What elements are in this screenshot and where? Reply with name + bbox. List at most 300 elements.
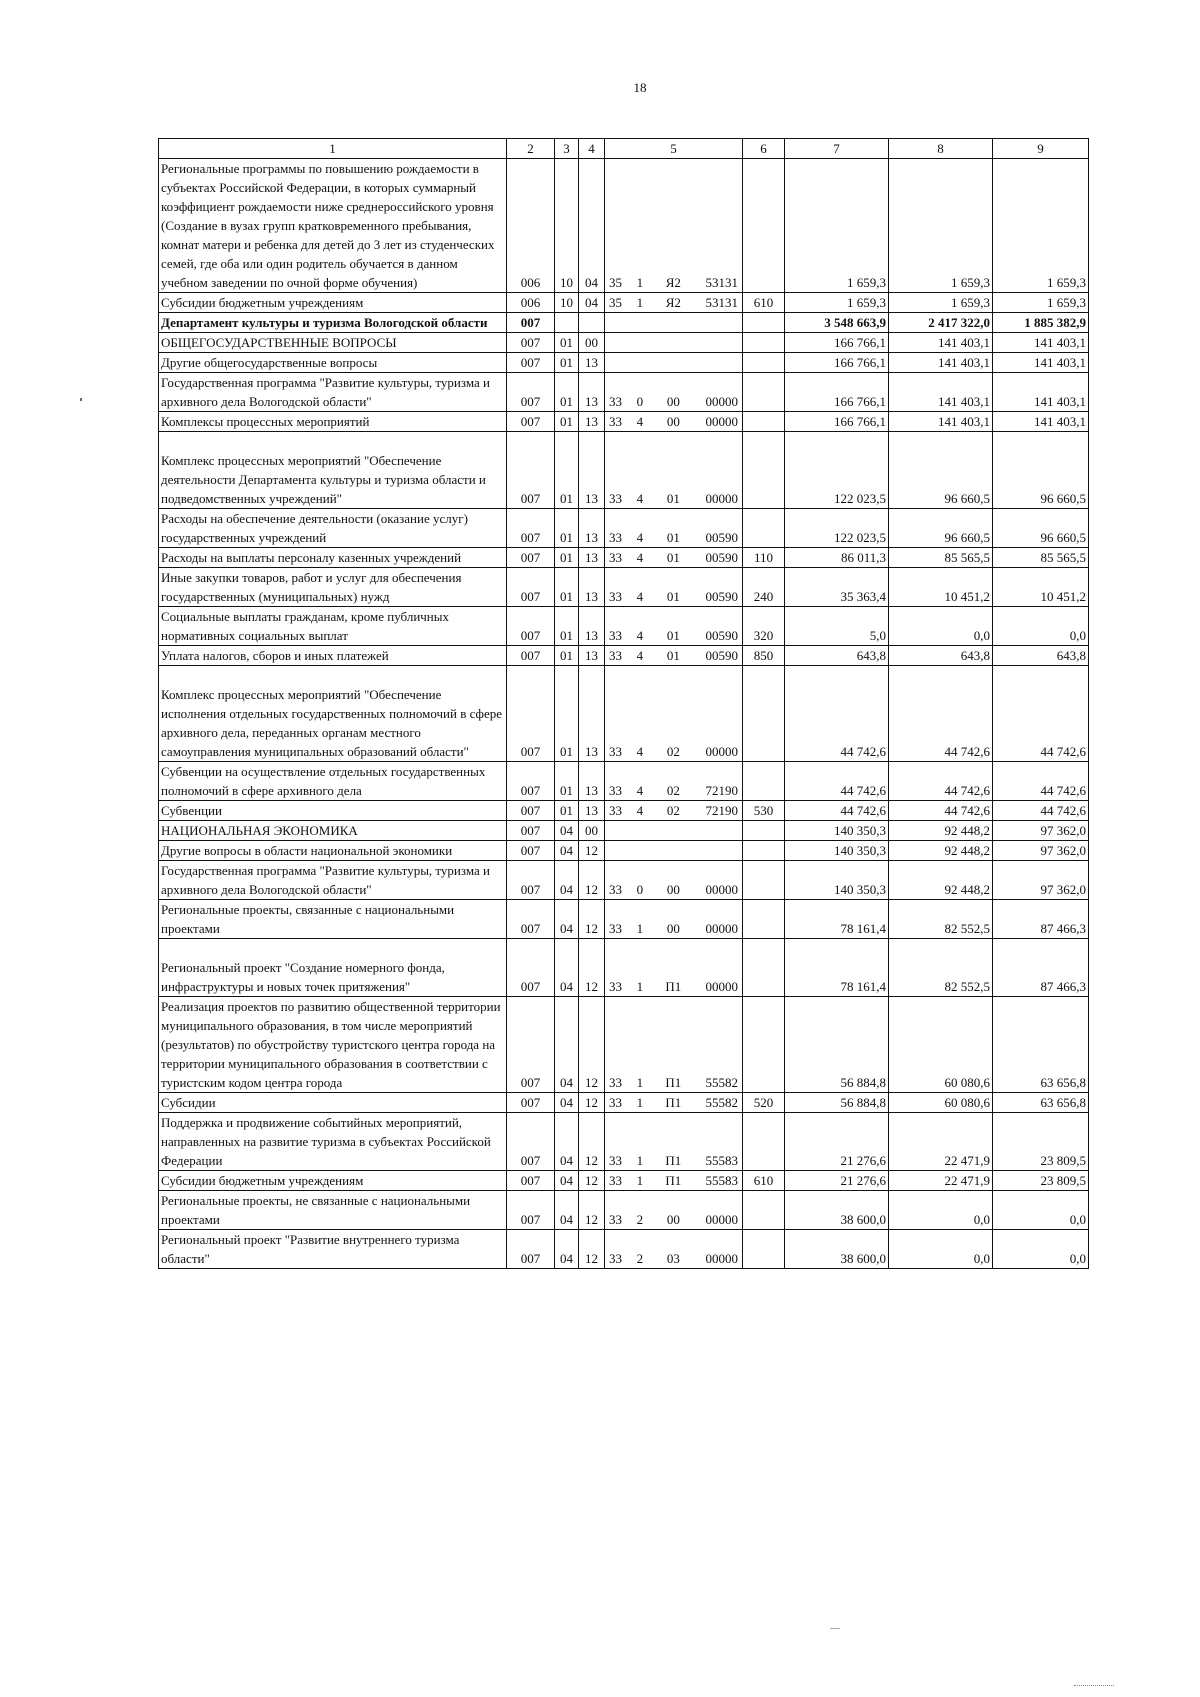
code-subsection: 13	[579, 607, 605, 646]
table-row	[159, 607, 1089, 646]
expense-type: 520	[743, 1093, 785, 1113]
code-ministry: 007	[507, 568, 555, 607]
code-section: 04	[555, 1230, 579, 1269]
expense-type	[743, 353, 785, 373]
amount-year-3: 44 742,6	[993, 666, 1089, 762]
target-article-cell	[605, 293, 743, 313]
target-article-cell	[605, 666, 743, 762]
target-article-part: 1	[636, 275, 644, 290]
target-article-part: 02	[666, 803, 680, 818]
code-ministry: 007	[507, 353, 555, 373]
amount-year-3: 97 362,0	[993, 821, 1089, 841]
code-subsection: 00	[579, 821, 605, 841]
table-row	[159, 432, 1089, 509]
target-article-part: 33	[609, 530, 622, 545]
target-article-cell	[605, 1113, 743, 1171]
table-row	[159, 841, 1089, 861]
target-article-part: 00590	[705, 589, 738, 604]
amount-year-2: 141 403,1	[889, 373, 993, 412]
amount-year-1: 166 766,1	[785, 353, 889, 373]
amount-year-1: 140 350,3	[785, 821, 889, 841]
expense-type	[743, 900, 785, 939]
code-section: 01	[555, 666, 579, 762]
amount-year-1: 1 659,3	[785, 293, 889, 313]
code-section: 04	[555, 841, 579, 861]
target-article-part: 35	[609, 275, 622, 290]
target-article-cell	[605, 801, 743, 821]
target-article-part: П1	[665, 1153, 682, 1168]
amount-year-1: 78 161,4	[785, 939, 889, 997]
amount-year-2: 82 552,5	[889, 900, 993, 939]
expense-type	[743, 762, 785, 801]
amount-year-3: 1 659,3	[993, 293, 1089, 313]
code-ministry: 007	[507, 801, 555, 821]
expense-type	[743, 1191, 785, 1230]
code-ministry: 007	[507, 666, 555, 762]
amount-year-3: 87 466,3	[993, 939, 1089, 997]
expense-type	[743, 412, 785, 432]
table-row	[159, 997, 1089, 1093]
target-article-part: 33	[609, 744, 622, 759]
target-article-part: 33	[609, 628, 622, 643]
code-section: 01	[555, 412, 579, 432]
amount-year-2: 44 742,6	[889, 801, 993, 821]
target-article-part: 00000	[705, 921, 738, 936]
amount-year-2: 2 417 322,0	[889, 313, 993, 333]
amount-year-1: 5,0	[785, 607, 889, 646]
code-section: 01	[555, 646, 579, 666]
target-article-part: 1	[636, 295, 644, 310]
target-article-part: 33	[609, 1212, 622, 1227]
row-name: Государственная программа "Развитие культуры, туризма и архивного дела Вологодской области"	[159, 373, 507, 412]
code-ministry: 007	[507, 841, 555, 861]
row-name: Уплата налогов, сборов и иных платежей	[159, 646, 507, 666]
target-article-cell	[605, 412, 743, 432]
amount-year-3: 23 809,5	[993, 1113, 1089, 1171]
code-section: 01	[555, 801, 579, 821]
amount-year-2: 44 742,6	[889, 666, 993, 762]
code-section: 01	[555, 762, 579, 801]
target-article-part: 4	[636, 648, 644, 663]
target-article-cell	[605, 762, 743, 801]
amount-year-2: 82 552,5	[889, 939, 993, 997]
table-row	[159, 548, 1089, 568]
code-ministry: 007	[507, 432, 555, 509]
code-subsection: 04	[579, 159, 605, 293]
row-name: Реализация проектов по развитию общественной территории муниципального образования, в том числе мероприятий (результатов) по обустройству туристского центра города на территории муниципального образования в соответствии с туристским кодом центра города	[159, 997, 507, 1093]
amount-year-3: 85 565,5	[993, 548, 1089, 568]
amount-year-2: 0,0	[889, 1230, 993, 1269]
expense-type	[743, 1113, 785, 1171]
target-article-part: 0	[636, 394, 644, 409]
expense-type: 530	[743, 801, 785, 821]
amount-year-3: 87 466,3	[993, 900, 1089, 939]
target-article-part: Я2	[665, 295, 681, 310]
amount-year-3: 96 660,5	[993, 432, 1089, 509]
target-article-part: 55583	[705, 1153, 738, 1168]
amount-year-1: 56 884,8	[785, 1093, 889, 1113]
target-article-cell	[605, 432, 743, 509]
amount-year-3: 97 362,0	[993, 841, 1089, 861]
amount-year-2: 85 565,5	[889, 548, 993, 568]
target-article-part: 4	[636, 550, 644, 565]
code-subsection: 13	[579, 548, 605, 568]
target-article-part: 33	[609, 1153, 622, 1168]
target-article-part: 00	[666, 882, 680, 897]
target-article-part: 4	[636, 744, 644, 759]
code-subsection: 12	[579, 1191, 605, 1230]
expense-type	[743, 159, 785, 293]
target-article-part: 01	[666, 589, 680, 604]
expense-type: 110	[743, 548, 785, 568]
row-name: Субвенции	[159, 801, 507, 821]
target-article-part: 1	[636, 1075, 644, 1090]
table-row	[159, 333, 1089, 353]
code-section: 01	[555, 373, 579, 412]
table-row	[159, 313, 1089, 333]
code-ministry: 007	[507, 762, 555, 801]
target-article-part: 33	[609, 491, 622, 506]
target-article-part: 00000	[705, 744, 738, 759]
expense-type	[743, 861, 785, 900]
code-subsection: 13	[579, 568, 605, 607]
code-section: 04	[555, 997, 579, 1093]
row-name: НАЦИОНАЛЬНАЯ ЭКОНОМИКА	[159, 821, 507, 841]
row-name: Поддержка и продвижение событийных мероприятий, направленных на развитие туризма в субъектах Российской Федерации	[159, 1113, 507, 1171]
target-article-cell	[605, 939, 743, 997]
target-article-cell	[605, 997, 743, 1093]
code-ministry: 007	[507, 861, 555, 900]
target-article-part: 33	[609, 1251, 622, 1266]
code-section: 04	[555, 1093, 579, 1113]
header-cell: 1	[159, 139, 507, 159]
target-article-part: 00	[666, 921, 680, 936]
target-article-part: 33	[609, 394, 622, 409]
row-name: ОБЩЕГОСУДАРСТВЕННЫЕ ВОПРОСЫ	[159, 333, 507, 353]
target-article-part: 00	[666, 394, 680, 409]
amount-year-1: 643,8	[785, 646, 889, 666]
amount-year-2: 96 660,5	[889, 432, 993, 509]
target-article-part: 00000	[705, 1251, 738, 1266]
target-article-part: 01	[666, 628, 680, 643]
row-name: Региональные программы по повышению рождаемости в субъектах Российской Федерации, в которых суммарный коэффициент рождаемости ниже среднероссийского уровня (Создание в вузах групп кратковременного пребывания, комнат матери и ребенка для детей до 3 лет из студенческих семей, где оба или один родитель обучается в данном учебном заведении по очной форме обучения)	[159, 159, 507, 293]
code-section: 01	[555, 548, 579, 568]
target-article-part: 00590	[705, 648, 738, 663]
amount-year-3: 10 451,2	[993, 568, 1089, 607]
table-row	[159, 821, 1089, 841]
page-number: 18	[633, 80, 647, 95]
target-article-part: 00000	[705, 882, 738, 897]
expense-type	[743, 821, 785, 841]
row-name: Субсидии бюджетным учреждениям	[159, 1171, 507, 1191]
amount-year-1: 166 766,1	[785, 373, 889, 412]
target-article-cell	[605, 861, 743, 900]
amount-year-3: 44 742,6	[993, 762, 1089, 801]
amount-year-1: 140 350,3	[785, 841, 889, 861]
amount-year-3: 0,0	[993, 1230, 1089, 1269]
code-section: 01	[555, 509, 579, 548]
target-article-part: 00	[666, 1212, 680, 1227]
row-name: Региональный проект "Создание номерного фонда, инфраструктуры и новых точек притяжения"	[159, 939, 507, 997]
amount-year-1: 122 023,5	[785, 509, 889, 548]
scan-artifact	[830, 1628, 840, 1629]
code-subsection: 13	[579, 432, 605, 509]
budget-table	[158, 138, 1089, 1269]
target-article-part: 01	[666, 550, 680, 565]
amount-year-1: 166 766,1	[785, 412, 889, 432]
header-cell: 7	[785, 139, 889, 159]
amount-year-3: 0,0	[993, 607, 1089, 646]
header-cell: 5	[605, 139, 743, 159]
expense-type: 320	[743, 607, 785, 646]
expense-type	[743, 509, 785, 548]
table-row	[159, 666, 1089, 762]
code-section	[555, 313, 579, 333]
target-article-part: 1	[636, 921, 644, 936]
amount-year-3: 63 656,8	[993, 997, 1089, 1093]
target-article-cell	[605, 548, 743, 568]
code-section: 01	[555, 607, 579, 646]
code-section: 04	[555, 1113, 579, 1171]
expense-type	[743, 939, 785, 997]
code-ministry: 007	[507, 1113, 555, 1171]
table-row	[159, 293, 1089, 313]
table-row	[159, 801, 1089, 821]
amount-year-3: 97 362,0	[993, 861, 1089, 900]
amount-year-2: 92 448,2	[889, 821, 993, 841]
expense-type: 610	[743, 1171, 785, 1191]
code-subsection: 12	[579, 1171, 605, 1191]
target-article-part: 01	[666, 491, 680, 506]
code-ministry: 007	[507, 412, 555, 432]
code-ministry: 007	[507, 509, 555, 548]
code-subsection: 12	[579, 1093, 605, 1113]
target-article-part: 4	[636, 491, 644, 506]
amount-year-1: 38 600,0	[785, 1191, 889, 1230]
header-cell: 4	[579, 139, 605, 159]
amount-year-1: 122 023,5	[785, 432, 889, 509]
code-section: 04	[555, 1191, 579, 1230]
amount-year-1: 21 276,6	[785, 1113, 889, 1171]
header-row	[159, 139, 1089, 159]
table-row	[159, 939, 1089, 997]
target-article-part: 55582	[705, 1095, 738, 1110]
target-article-part: 35	[609, 295, 622, 310]
row-name: Другие вопросы в области национальной экономики	[159, 841, 507, 861]
amount-year-1: 78 161,4	[785, 900, 889, 939]
target-article-cell	[605, 313, 743, 333]
target-article-cell	[605, 568, 743, 607]
target-article-part: 1	[636, 979, 644, 994]
target-article-part: П1	[665, 1173, 682, 1188]
target-article-part: П1	[665, 1095, 682, 1110]
row-name: Иные закупки товаров, работ и услуг для обеспечения государственных (муниципальных) нужд	[159, 568, 507, 607]
table-row	[159, 412, 1089, 432]
code-ministry: 007	[507, 1171, 555, 1191]
margin-mark	[80, 398, 82, 401]
code-subsection: 13	[579, 412, 605, 432]
amount-year-3: 44 742,6	[993, 801, 1089, 821]
code-ministry: 007	[507, 333, 555, 353]
row-name: Государственная программа "Развитие культуры, туризма и архивного дела Вологодской области"	[159, 861, 507, 900]
code-section: 04	[555, 861, 579, 900]
target-article-cell	[605, 333, 743, 353]
target-article-part: 00	[666, 414, 680, 429]
table-row	[159, 159, 1089, 293]
code-subsection: 13	[579, 509, 605, 548]
amount-year-2: 92 448,2	[889, 841, 993, 861]
table-row	[159, 353, 1089, 373]
code-subsection: 13	[579, 353, 605, 373]
target-article-part: 55583	[705, 1173, 738, 1188]
row-name: Региональные проекты, связанные с национальными проектами	[159, 900, 507, 939]
target-article-part: 53131	[705, 275, 738, 290]
target-article-part: 4	[636, 628, 644, 643]
table-row	[159, 1171, 1089, 1191]
code-ministry: 007	[507, 821, 555, 841]
code-ministry: 007	[507, 997, 555, 1093]
code-ministry: 006	[507, 159, 555, 293]
target-article-part: 33	[609, 1075, 622, 1090]
target-article-part: 03	[666, 1251, 680, 1266]
amount-year-1: 140 350,3	[785, 861, 889, 900]
amount-year-1: 86 011,3	[785, 548, 889, 568]
row-name: Социальные выплаты гражданам, кроме публичных нормативных социальных выплат	[159, 607, 507, 646]
amount-year-3: 141 403,1	[993, 333, 1089, 353]
table-row	[159, 373, 1089, 412]
expense-type: 240	[743, 568, 785, 607]
row-name: Субсидии бюджетным учреждениям	[159, 293, 507, 313]
table-row	[159, 1230, 1089, 1269]
amount-year-3: 23 809,5	[993, 1171, 1089, 1191]
code-ministry: 007	[507, 1191, 555, 1230]
code-subsection: 13	[579, 666, 605, 762]
target-article-part: 33	[609, 921, 622, 936]
target-article-cell	[605, 841, 743, 861]
target-article-part: 4	[636, 414, 644, 429]
target-article-part: 2	[636, 1251, 644, 1266]
target-article-part: 33	[609, 414, 622, 429]
code-subsection: 13	[579, 646, 605, 666]
code-subsection: 12	[579, 1113, 605, 1171]
target-article-part: 4	[636, 783, 644, 798]
amount-year-3: 643,8	[993, 646, 1089, 666]
code-subsection: 13	[579, 373, 605, 412]
code-ministry: 007	[507, 313, 555, 333]
table-row	[159, 509, 1089, 548]
code-subsection: 04	[579, 293, 605, 313]
expense-type	[743, 313, 785, 333]
code-ministry: 007	[507, 1093, 555, 1113]
target-article-cell	[605, 900, 743, 939]
amount-year-2: 0,0	[889, 607, 993, 646]
amount-year-2: 1 659,3	[889, 159, 993, 293]
expense-type	[743, 373, 785, 412]
code-section: 04	[555, 939, 579, 997]
scan-edge-mark	[1074, 1685, 1114, 1689]
header-cell: 8	[889, 139, 993, 159]
amount-year-2: 10 451,2	[889, 568, 993, 607]
amount-year-2: 96 660,5	[889, 509, 993, 548]
target-article-cell	[605, 353, 743, 373]
target-article-part: 00000	[705, 491, 738, 506]
target-article-part: 00590	[705, 628, 738, 643]
target-article-part: 33	[609, 882, 622, 897]
code-subsection: 12	[579, 997, 605, 1093]
code-ministry: 007	[507, 900, 555, 939]
amount-year-3: 96 660,5	[993, 509, 1089, 548]
amount-year-1: 56 884,8	[785, 997, 889, 1093]
amount-year-1: 21 276,6	[785, 1171, 889, 1191]
expense-type	[743, 333, 785, 353]
expense-type	[743, 841, 785, 861]
expense-type: 610	[743, 293, 785, 313]
table-row	[159, 861, 1089, 900]
row-name: Расходы на обеспечение деятельности (оказание услуг) государственных учреждений	[159, 509, 507, 548]
target-article-part: 02	[666, 744, 680, 759]
row-name: Комплекс процессных мероприятий "Обеспечение деятельности Департамента культуры и туризма области и подведомственных учреждений"	[159, 432, 507, 509]
code-ministry: 007	[507, 373, 555, 412]
target-article-part: 4	[636, 530, 644, 545]
table-row	[159, 1093, 1089, 1113]
expense-type	[743, 666, 785, 762]
amount-year-2: 22 471,9	[889, 1113, 993, 1171]
amount-year-1: 166 766,1	[785, 333, 889, 353]
expense-type	[743, 432, 785, 509]
target-article-part: 00000	[705, 394, 738, 409]
code-subsection: 12	[579, 1230, 605, 1269]
code-section: 04	[555, 821, 579, 841]
amount-year-3: 63 656,8	[993, 1093, 1089, 1113]
row-name: Департамент культуры и туризма Вологодской области	[159, 313, 507, 333]
target-article-part: 00590	[705, 530, 738, 545]
amount-year-2: 22 471,9	[889, 1171, 993, 1191]
amount-year-2: 1 659,3	[889, 293, 993, 313]
target-article-part: 1	[636, 1095, 644, 1110]
target-article-part: 53131	[705, 295, 738, 310]
code-ministry: 007	[507, 646, 555, 666]
expense-type	[743, 997, 785, 1093]
target-article-part: 33	[609, 1173, 622, 1188]
amount-year-1: 35 363,4	[785, 568, 889, 607]
target-article-cell	[605, 509, 743, 548]
code-subsection: 00	[579, 333, 605, 353]
target-article-part: 1	[636, 1173, 644, 1188]
target-article-part: 55582	[705, 1075, 738, 1090]
target-article-part: П1	[665, 1075, 682, 1090]
amount-year-3: 141 403,1	[993, 353, 1089, 373]
amount-year-2: 141 403,1	[889, 353, 993, 373]
header-cell: 2	[507, 139, 555, 159]
row-name: Другие общегосударственные вопросы	[159, 353, 507, 373]
amount-year-2: 44 742,6	[889, 762, 993, 801]
amount-year-3: 1 659,3	[993, 159, 1089, 293]
target-article-cell	[605, 607, 743, 646]
target-article-part: 0	[636, 882, 644, 897]
amount-year-1: 1 659,3	[785, 159, 889, 293]
row-name: Региональный проект "Развитие внутреннего туризма области"	[159, 1230, 507, 1269]
code-subsection: 13	[579, 762, 605, 801]
amount-year-1: 3 548 663,9	[785, 313, 889, 333]
code-section: 04	[555, 1171, 579, 1191]
target-article-cell	[605, 159, 743, 293]
header-cell: 9	[993, 139, 1089, 159]
code-section: 04	[555, 900, 579, 939]
amount-year-2: 141 403,1	[889, 412, 993, 432]
code-subsection: 12	[579, 900, 605, 939]
target-article-cell	[605, 373, 743, 412]
expense-type: 850	[743, 646, 785, 666]
